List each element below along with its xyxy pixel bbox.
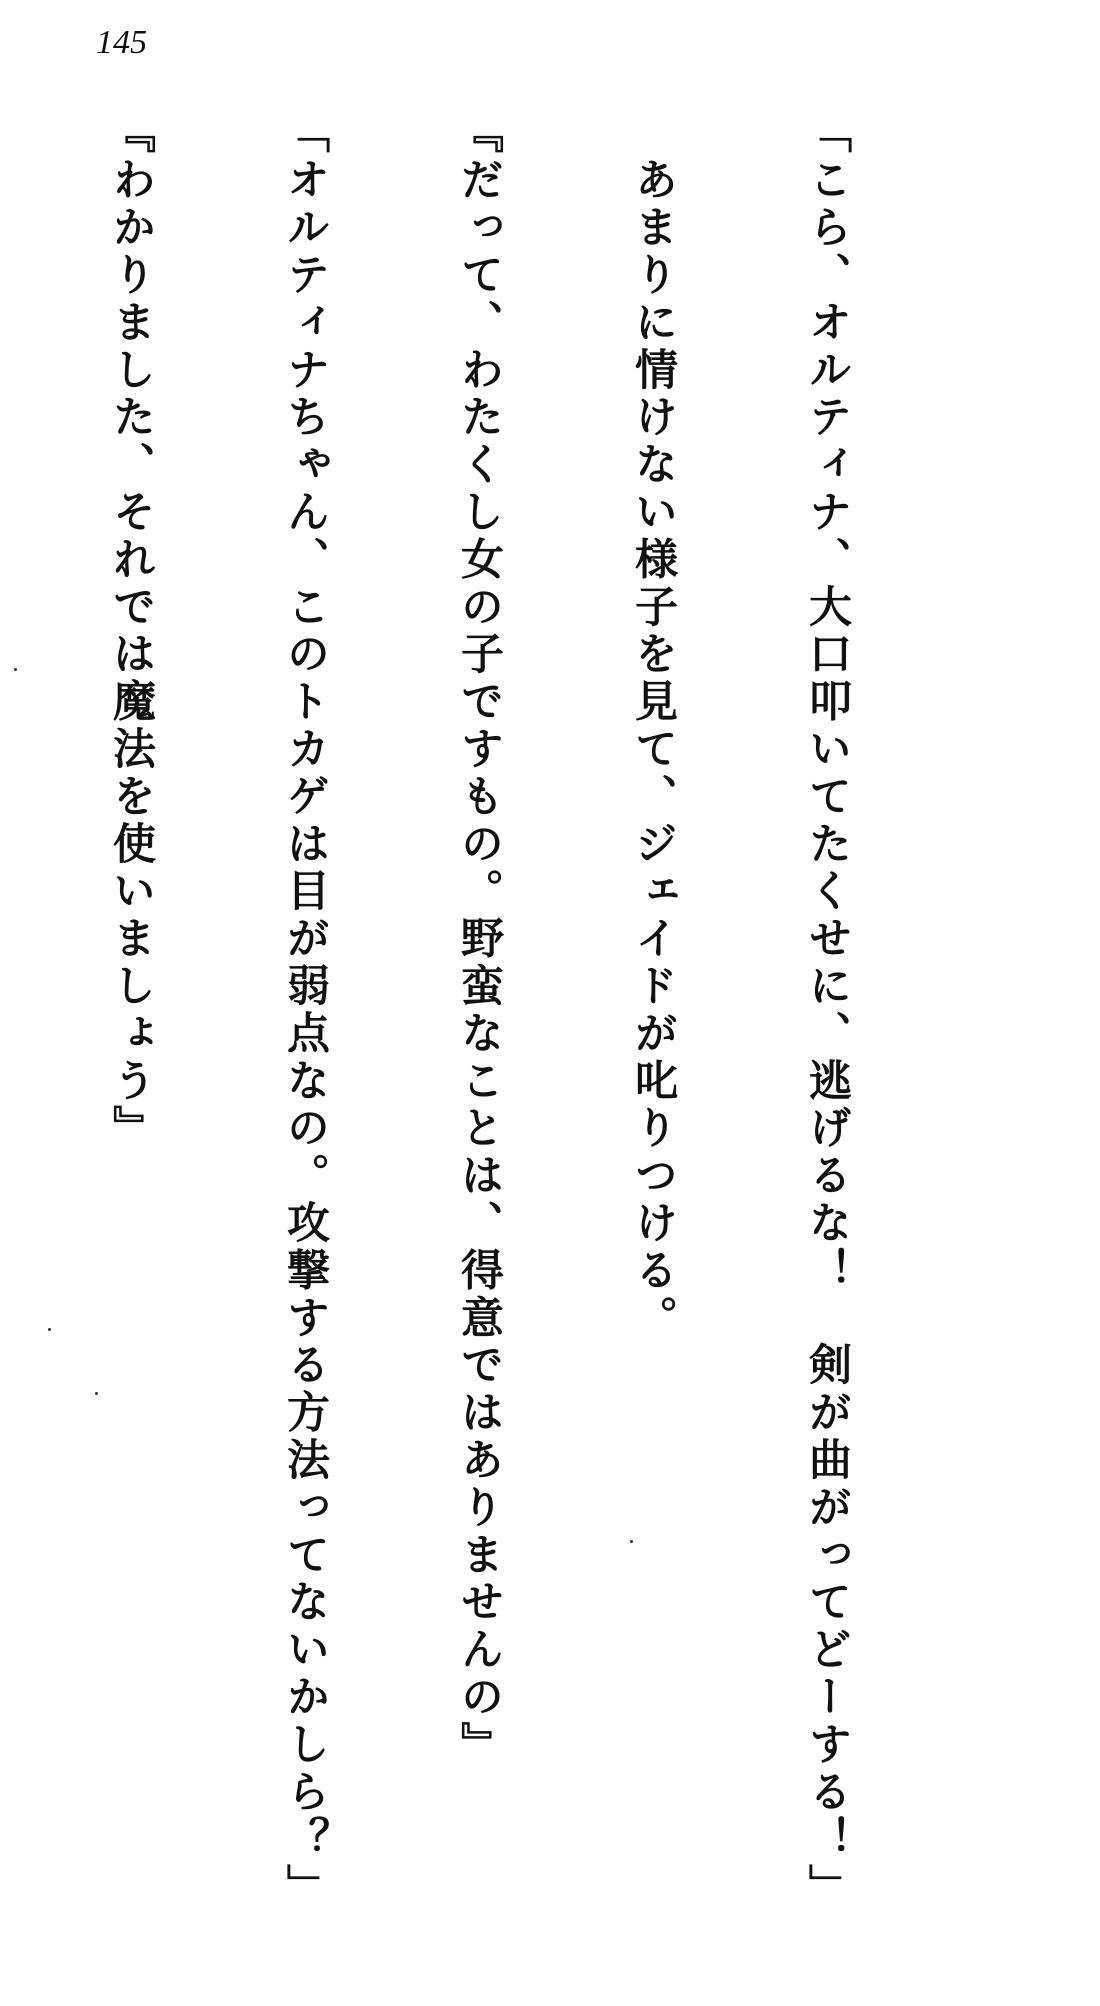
text-line: 『だって、わたくし女の子ですもの。野蛮なことは、得意ではありませんの』: [454, 110, 504, 1769]
novel-body-text: [0, 110, 972, 1912]
text-line: 「オルティナちゃん、このトカゲは目が弱点なの。攻撃する方法ってないかしら？」: [280, 110, 330, 1912]
scan-speck: [95, 1392, 98, 1395]
text-line: 『わかりました、それでは魔法を使いましょう』: [106, 110, 156, 1153]
page-number: 145: [96, 24, 147, 61]
scan-speck: [48, 1328, 51, 1331]
text-line: あまりに情けない様子を見て、ジェイドが叱りつける。: [628, 110, 678, 1343]
scan-speck: [14, 668, 17, 671]
text-line: 「こら、オルティナ、大口叩いてたくせに、逃げるな！ 剣が曲がってどーする！」: [802, 110, 852, 1912]
scan-speck: [630, 1540, 633, 1543]
